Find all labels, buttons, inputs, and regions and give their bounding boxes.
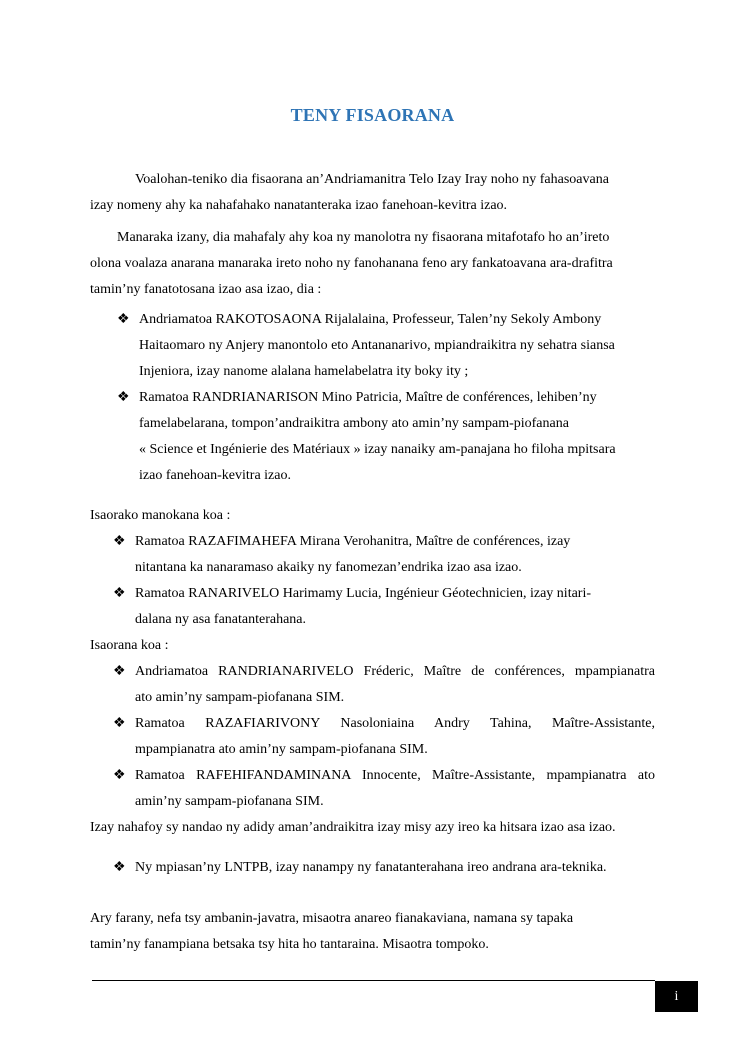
intro-p1-line1: Voalohan-teniko dia fisaorana an’Andriamanitra Telo Izay Iray noho ny fahasoavana [135, 172, 609, 187]
list-item-line: Ramatoa RANARIVELO Harimamy Lucia, Ingénieur Géotechnicien, izay nitari- [135, 586, 592, 601]
list-item-line: Andriamatoa RANDRIANARIVELO Fréderic, Maître de conférences, mpampianatra [135, 664, 655, 679]
list-item-line: Haitaomaro ny Anjery manontolo eto Antananarivo, mpiandraikitra ny sehatra siansa [139, 338, 615, 353]
jury-sentence: Izay nahafoy sy nandao ny adidy aman’andraikitra izay misy azy ireo ka hitsara izao asa izao. [90, 820, 616, 835]
list-item-line: Ramatoa RAZAFIARIVONY Nasoloniaina Andry Tahina, Maître-Assistante, [135, 716, 655, 731]
bullet-diamond-icon: ❖ [113, 586, 126, 601]
list-item-line: « Science et Ingénierie des Matériaux » izay nanaiky am-panajana ho filoha mpitsara [139, 442, 616, 457]
intro-p2-line2: olona voalaza anarana manaraka ireto noho ny fanohanana feno ary fankatoavana ara-drafitra [90, 256, 613, 271]
list-item-line: Ramatoa RANDRIANARISON Mino Patricia, Maître de conférences, lehiben’ny [139, 390, 597, 405]
bullet-diamond-icon: ❖ [117, 390, 130, 405]
list-item-line: Injeniora, izay nanome alalana hamelabelatra ity boky ity ; [139, 364, 469, 379]
list-item-line: ato amin’ny sampam-piofanana SIM. [135, 690, 345, 705]
list-item-line: izao fanehoan-kevitra izao. [139, 468, 291, 483]
page-number: i [655, 981, 698, 1012]
section-label-special-thanks: Isaorako manokana koa : [90, 508, 231, 523]
bullet-diamond-icon: ❖ [113, 860, 126, 875]
intro-p1-line2: izay nomeny ahy ka nahafahako nanatanteraka izao fanehoan-kevitra izao. [90, 198, 508, 213]
page-title: TENY FISAORANA [290, 105, 455, 125]
list-item-line: famelabelarana, tompon’andraikitra ambony ato amin’ny sampam-piofanana [139, 416, 569, 431]
list-item-line: amin’ny sampam-piofanana SIM. [135, 794, 324, 809]
list-item-line: nitantana ka nanaramaso akaiky ny fanomezan’endrika izao asa izao. [135, 560, 522, 575]
bullet-diamond-icon: ❖ [117, 312, 130, 327]
bullet-diamond-icon: ❖ [113, 768, 126, 783]
intro-p2-line1: Manaraka izany, dia mahafaly ahy koa ny manolotra ny fisaorana mitafotafo ho an’ireto [117, 230, 610, 245]
list-item-line: Ny mpiasan’ny LNTPB, izay nanampy ny fanatanterahana ireo andrana ara-teknika. [135, 860, 607, 875]
closing-line1: Ary farany, nefa tsy ambanin-javatra, misaotra anareo fianakaviana, namana sy tapaka [90, 911, 574, 926]
list-item-line: Ramatoa RAZAFIMAHEFA Mirana Verohanitra, Maître de conférences, izay [135, 534, 571, 549]
section-label-also-thanks: Isaorana koa : [90, 638, 169, 653]
bullet-diamond-icon: ❖ [113, 534, 126, 549]
footer-rule [92, 980, 655, 981]
list-item-line: Ramatoa RAFEHIFANDAMINANA Innocente, Maître-Assistante, mpampianatra ato [135, 768, 655, 783]
bullet-diamond-icon: ❖ [113, 716, 126, 731]
list-item-line: mpampianatra ato amin’ny sampam-piofanana SIM. [135, 742, 428, 757]
list-item-line: dalana ny asa fanatanterahana. [135, 612, 307, 627]
closing-line2: tamin’ny fanampiana betsaka tsy hita ho tantaraina. Misaotra tompoko. [90, 937, 489, 952]
intro-p2-line3: tamin’ny fanatotosana izao asa izao, dia : [90, 282, 322, 297]
bullet-diamond-icon: ❖ [113, 664, 126, 679]
list-item-line: Andriamatoa RAKOTOSAONA Rijalalaina, Professeur, Talen’ny Sekoly Ambony [139, 312, 602, 327]
